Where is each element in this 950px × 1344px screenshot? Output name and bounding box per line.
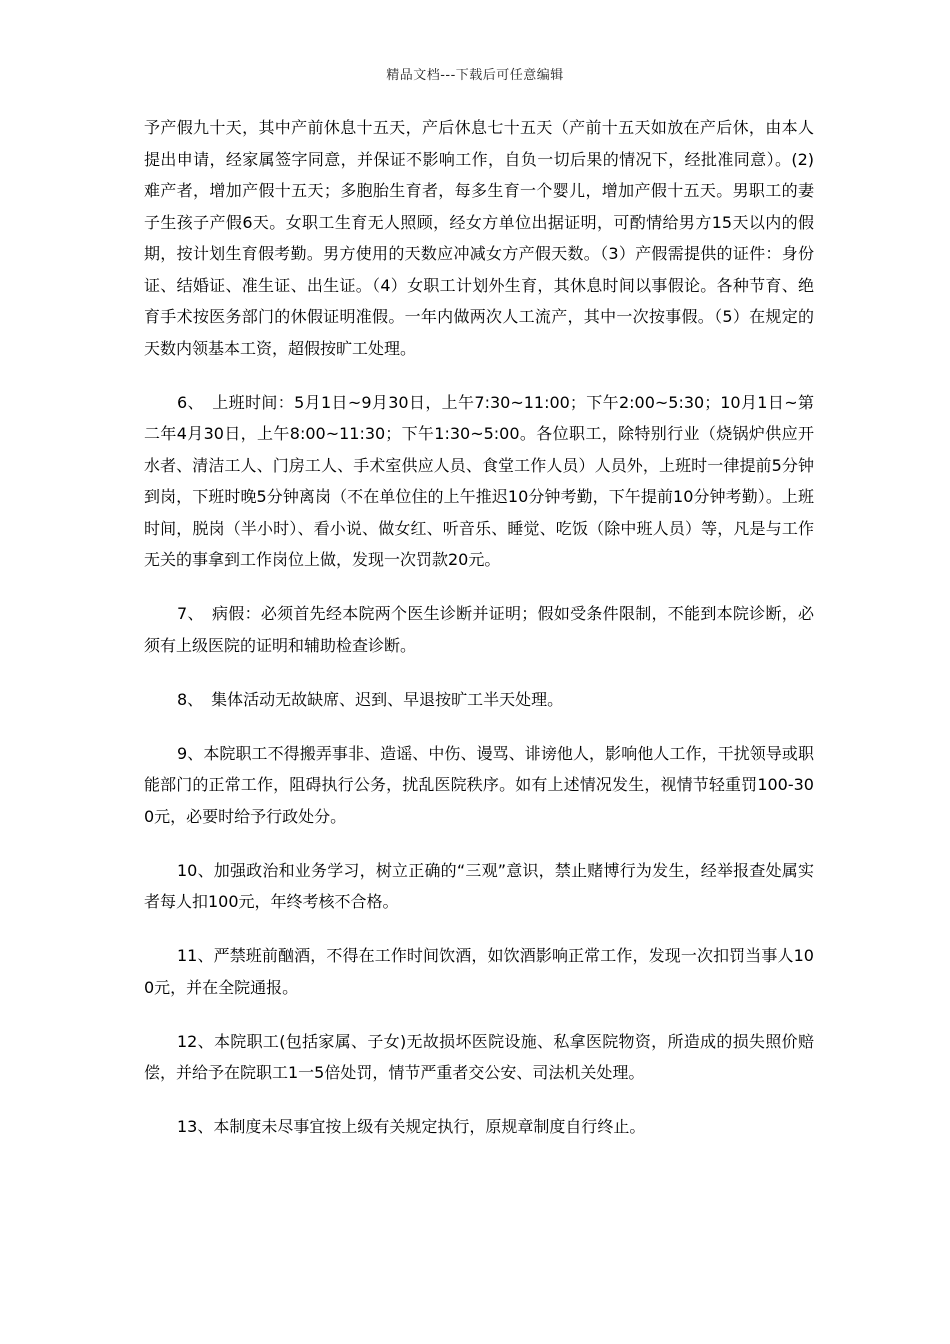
- paragraph-maternity-leave: 予产假九十天，其中产前休息十五天，产后休息七十五天（产前十五天如放在产后休，由本人提出申请，经家属签字同意，并保证不影响工作，自负一切后果的情况下，经批准同意）。(2)难产者，增加产假十五天；多胞胎生育者，每多生育一个婴儿，增加产假十五天。男职工的妻子生孩子产假6天。女职工生育无人照顾，经女方单位出据证明，可酌情给男方15天以内的假期，按计划生育假考勤。男方使用的天数应冲减女方产假天数。（3）产假需提供的证件：身份证、结婚证、准生证、出生证。（4）女职工计划外生育，其休息时间以事假论。各种节育、绝育手术按医务部门的休假证明准假。一年内做两次人工流产，其中一次按事假。（5）在规定的天数内领基本工资，超假按旷工处理。: [144, 118, 814, 358]
- paragraph-property-damage: 12、本院职工(包括家属、子女)无故损坏医院设施、私拿医院物资，所造成的损失照价赔偿，并给予在院职工1一5倍处罚，情节严重者交公安、司法机关处理。: [144, 1031, 814, 1082]
- paragraph-sick-leave: 7、 病假：必须首先经本院两个医生诊断并证明；假如受条件限制，不能到本院诊断，必须有上级医院的证明和辅助检查诊断。: [144, 604, 814, 655]
- paragraph-alcohol: 11、严禁班前酗酒，不得在工作时间饮酒，如饮酒影响正常工作，发现一次扣罚当事人100元，并在全院通报。: [144, 946, 814, 997]
- paragraph-workplace-conduct: 9、本院职工不得搬弄事非、造谣、中伤、谩骂、诽谤他人，影响他人工作，干扰领导或职能部门的正常工作，阻碍执行公务，扰乱医院秩序。如有上述情况发生，视情节轻重罚100-300元，必要时给予行政处分。: [144, 743, 814, 826]
- paragraph-study-gambling: 10、加强政治和业务学习，树立正确的“三观”意识，禁止赌博行为发生，经举报查处属实者每人扣100元，年终考核不合格。: [144, 860, 814, 911]
- paragraph-group-activities: 8、 集体活动无故缺席、迟到、早退按旷工半天处理。: [177, 689, 564, 709]
- paragraph-final-provision: 13、本制度未尽事宜按上级有关规定执行，原规章制度自行终止。: [177, 1117, 646, 1136]
- document-body: [144, 112, 814, 1143]
- page-header: 精品文档---下载后可任意编辑: [386, 68, 564, 83]
- paragraph-working-hours: 6、 上班时间：5月1日~9月30日，上午7:30~11:00；下午2:00~5:30；10月1日~第二年4月30日，上午8:00~11:30；下午1:30~5:00。各位职工，除特别行业（烧锅炉供应开水者、清洁工人、门房工人、手术室供应人员、食堂工作人员）人员外，上班时一律提前5分钟到岗，下班时晚5分钟离岗（不在单位住的上午推迟10分钟考勤，下午提前10分钟考勤）。上班时间，脱岗（半小时）、看小说、做女红、听音乐、睡觉、吃饭（除中班人员）等，凡是与工作无关的事拿到工作岗位上做，发现一次罚款20元。: [144, 392, 814, 569]
